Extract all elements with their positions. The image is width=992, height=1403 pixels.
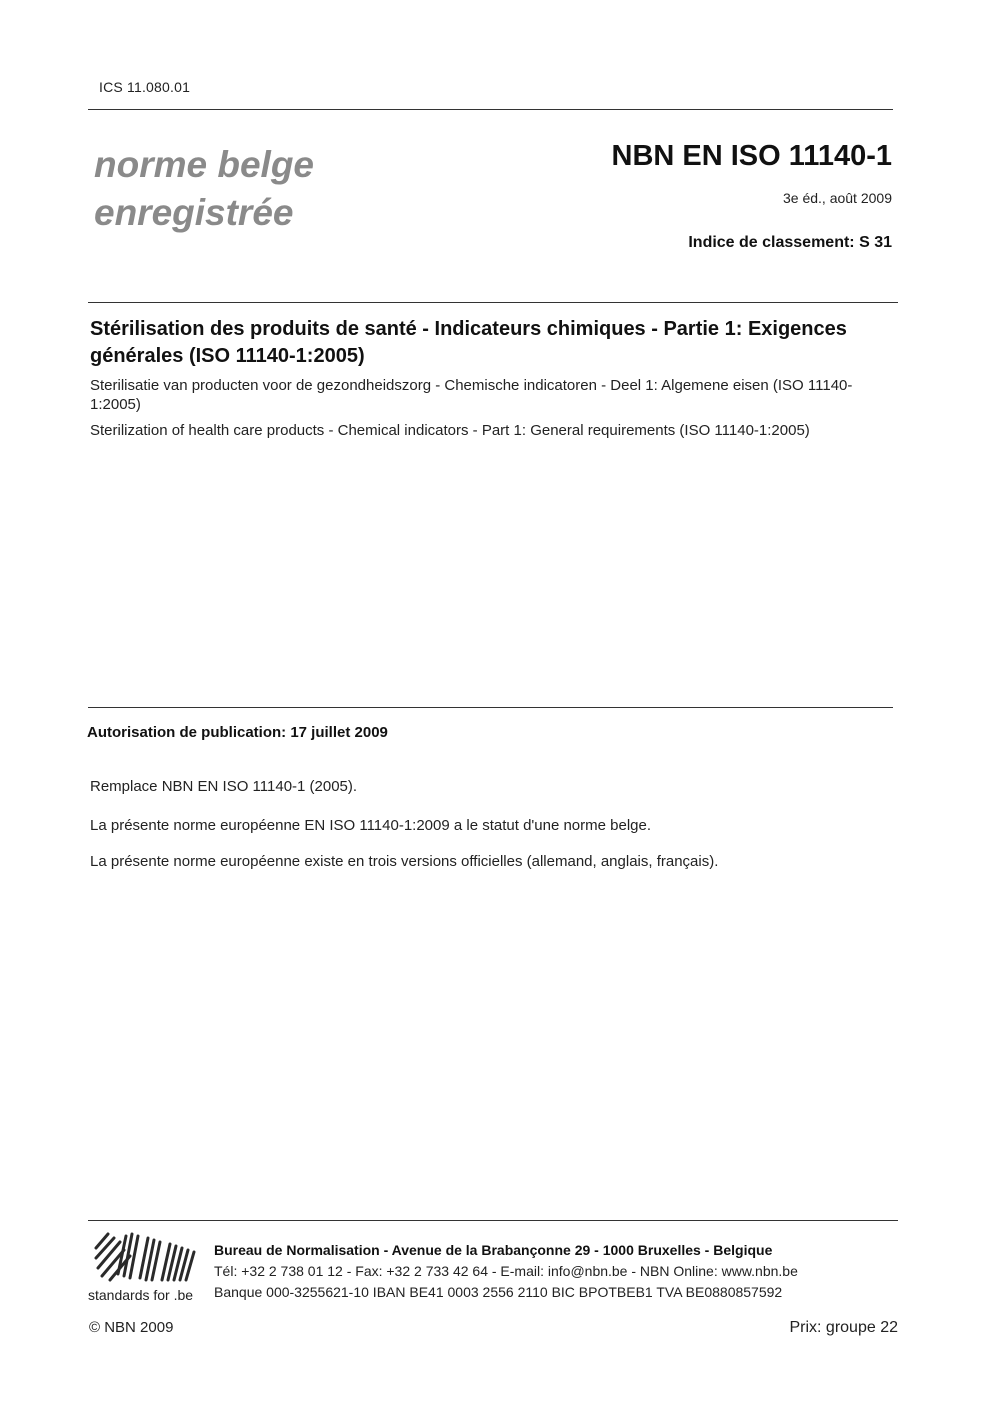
top-divider xyxy=(88,109,893,110)
brand-line-1: norme belge xyxy=(94,144,314,185)
footer-divider xyxy=(88,1220,898,1221)
footer-contact-block xyxy=(214,1240,798,1303)
brand-title xyxy=(94,141,314,237)
title-english: Sterilization of health care products - Chemical indicators - Part 1: General requirements (ISO 11140-1:2005) xyxy=(90,422,810,439)
edition: 3e éd., août 2009 xyxy=(783,190,892,206)
footer-contact: Tél: +32 2 738 01 12 - Fax: +32 2 733 42 64 - E-mail: info@nbn.be - NBN Online: www.nbn.be xyxy=(214,1263,798,1279)
logo-tagline: standards for .be xyxy=(88,1287,194,1303)
brand-line-2: enregistrée xyxy=(94,192,294,233)
body-divider xyxy=(88,707,893,708)
footer-bank: Banque 000-3255621-10 IBAN BE41 0003 2556 2110 BIC BPOTBEB1 TVA BE0880857592 xyxy=(214,1284,783,1300)
price-group: Prix: groupe 22 xyxy=(789,1319,898,1336)
footer-address: Bureau de Normalisation - Avenue de la Brabançonne 29 - 1000 Bruxelles - Belgique xyxy=(214,1242,773,1258)
title-dutch: Sterilisatie van producten voor de gezondheidszorg - Chemische indicatoren - Deel 1: Algemene eisen (ISO 11140-1:2005) xyxy=(90,377,853,413)
status-note: La présente norme européenne EN ISO 11140-1:2009 a le statut d'une norme belge. xyxy=(90,817,652,834)
classification-index: Indice de classement: S 31 xyxy=(688,234,892,251)
ics-code: ICS 11.080.01 xyxy=(99,79,191,95)
title-french: Stérilisation des produits de santé - Indicateurs chimiques - Partie 1: Exigences générales (ISO 11140-1:2005) xyxy=(90,318,847,367)
standard-number: NBN EN ISO 11140-1 xyxy=(611,140,892,172)
versions-note: La présente norme européenne existe en trois versions officielles (allemand, anglais, français). xyxy=(90,853,719,870)
title-divider xyxy=(88,302,898,303)
publication-authorization: Autorisation de publication: 17 juillet 2009 xyxy=(87,724,388,741)
replaces-note: Remplace NBN EN ISO 11140-1 (2005). xyxy=(90,778,358,795)
nbn-logo xyxy=(88,1228,203,1308)
copyright: © NBN 2009 xyxy=(89,1319,174,1336)
